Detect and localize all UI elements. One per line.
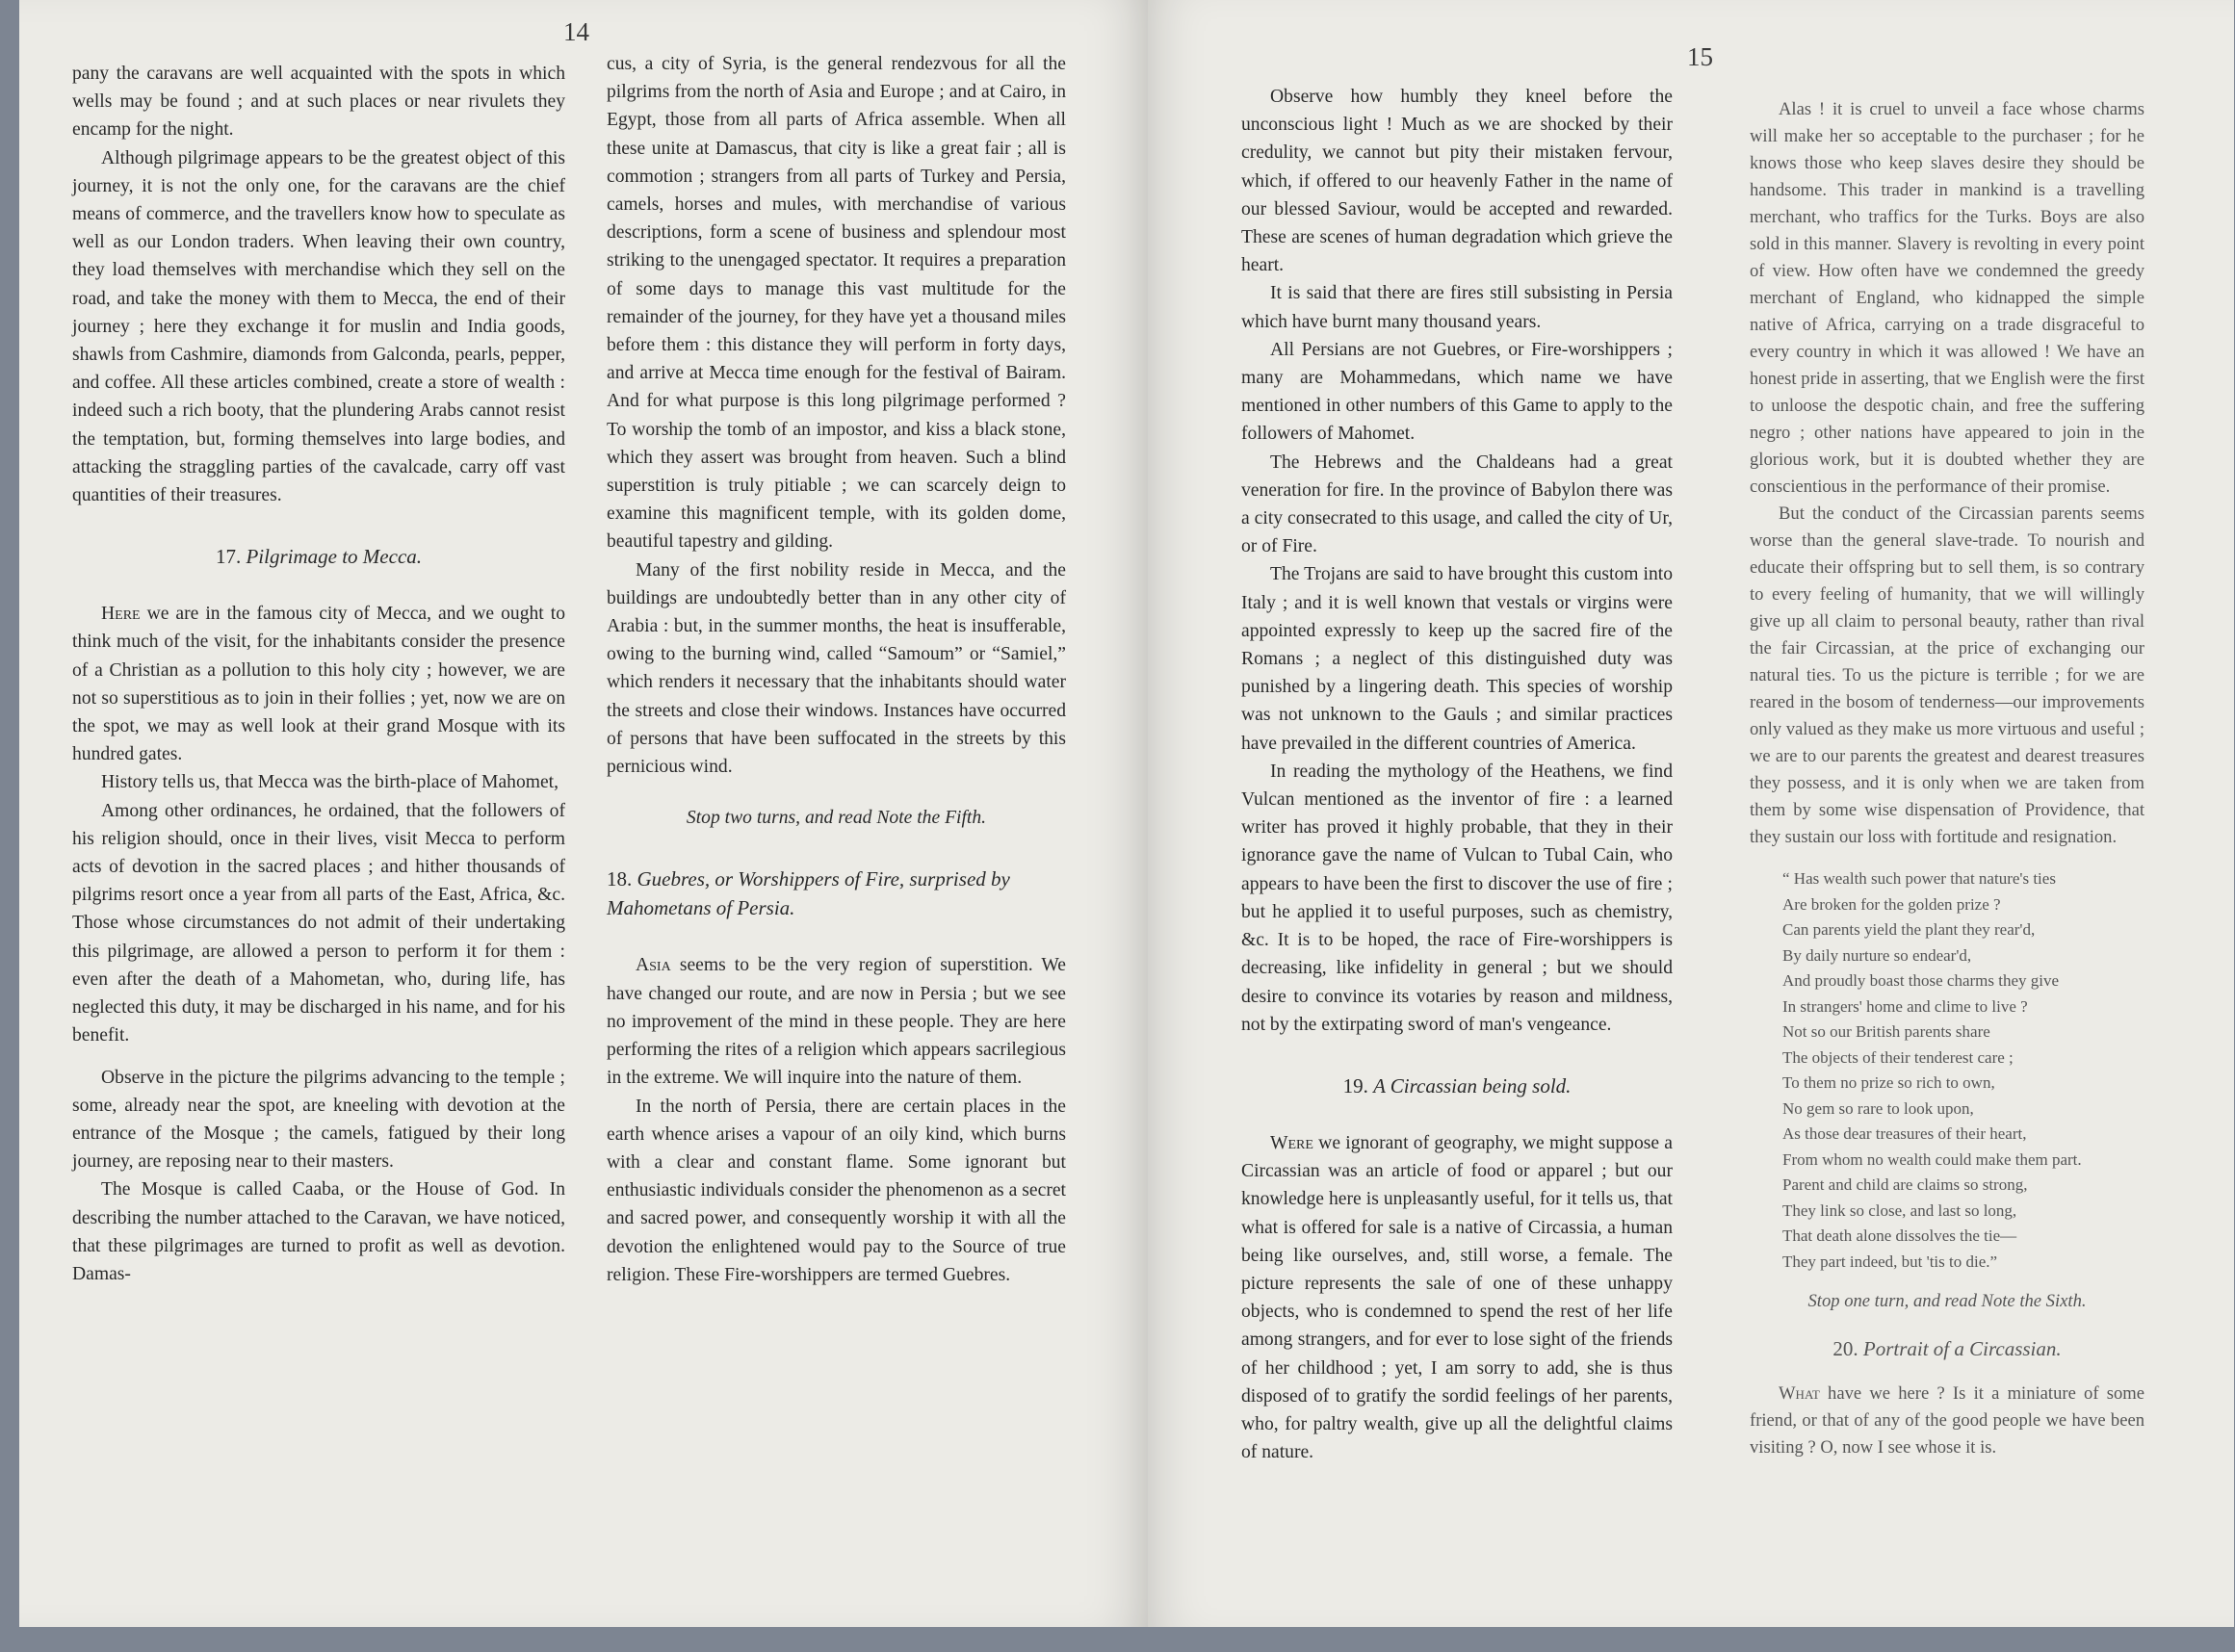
poem-line: By daily nurture so endear'd, — [1782, 945, 1972, 965]
paragraph: seems to be the very region of superstition. We have changed our route, and are now in Persia ; but we see no improvement of the mind in these people. They are here performing the rites of a religion which appears sacrilegious in the extreme. We will inquire into the nature of them. — [607, 955, 1066, 1089]
drop-word: What — [1779, 1383, 1820, 1404]
left-page-column-2 — [607, 50, 1066, 1289]
poem-line: They part indeed, but 'tis to die.” — [1782, 1252, 1998, 1271]
paragraph: cus, a city of Syria, is the general rendezvous for all the pilgrims from the north of Asia and Europe ; and at Cairo, in Egypt, those from all parts of Africa assemble. When all these unite at Damascus, that city is like a great fair ; all is commotion ; strangers from all parts of Turkey and Persia, camels, horses and mules, with merchandise of various descriptions, form a scene of business and splendour most striking to the unengaged spectator. It requires a preparation of some days to manage this vast multitude for the remainder of the journey, for they have yet a thousand miles before them : this distance they will perform in forty days, and arrive at Mecca time enough for the festival of Bairam. And for what purpose is this long pilgrimage performed ? To worship the tomb of an impostor, and kiss a black stone, which they assert was brought from heaven. Such a blind superstition is truly pitiable ; we can scarcely deign to examine this magnificent temple, with its golden dome, beautiful tapestry and gilding. — [607, 54, 1066, 553]
paragraph: In reading the mythology of the Heathens, we find Vulcan mentioned as the inventor of fire : a learned writer has proved it highly probable, that they in their ignorance gave the name of Vulcan to Tubal Cain, who appears to have been the first to discover the use of fire ; but he applied it to useful purposes, such as chemistry, &c. It is to be hoped, the race of Fire-worshippers is decreasing, like infidelity in general ; but we should desire to convince its votaries by reason and mildness, not by the extirpating sword of man's vengeance. — [1241, 761, 1673, 1035]
poem-line: From whom no wealth could make them part. — [1782, 1149, 2082, 1169]
section-heading-17: 17. Pilgrimage to Mecca. — [215, 545, 423, 569]
right-page-column-1 — [1241, 83, 1673, 1466]
poem-line: Are broken for the golden prize ? — [1782, 894, 2001, 914]
left-page — [19, 0, 1148, 1627]
paragraph: we are in the famous city of Mecca, and we ought to think much of the visit, for the inhabitants consider the presence of a Christian as a pollution to this holy city ; however, we are not so superstitious as to join in their follies ; yet, now we are on the spot, we may as well look at their grand Mosque with its hundred gates. — [72, 604, 565, 765]
poem-line: In strangers' home and clime to live ? — [1782, 996, 2028, 1016]
paragraph: Although pilgrimage appears to be the greatest object of this journey, it is not the only one, for the caravans are the chief means of commerce, and the travellers know how to speculate as well as our London traders. When leaving their own country, they load themselves with merchandise which they sell on the road, and take the money with them to Mecca, the end of their journey ; here they exchange it for muslin and India goods, shawls from Cashmire, diamonds from Galconda, pearls, pepper, and coffee. All these articles combined, create a store of wealth : indeed such a rich booty, that the plundering Arabs cannot resist the temptation, but, forming themselves into large bodies, and attacking the straggling parties of the cavalcade, carry off vast quantities of their treasures. — [72, 147, 565, 506]
paragraph: The Trojans are said to have brought this custom into Italy ; and it is well known that vestals or virgins were appointed expressly to keep up the sacred fire of the Romans ; a neglect of this distinguished duty was punished by a lingering death. This species of worship was not unknown to the Gauls ; and similar practices have prevailed in the different countries of America. — [1241, 564, 1673, 754]
section-heading-18: 18. Guebres, or Worshippers of Fire, surprised by Mahometans of Persia. — [607, 867, 1010, 920]
paragraph: Alas ! it is cruel to unveil a face whose charms will make her so acceptable to the purchaser ; for he knows those who keep slaves desire they should be handsome. This trader in mankind is a travelling merchant, who traffics for the Turks. Boys are also sold in this manner. Slavery is revolting in every point of view. How often have we condemned the greedy merchant of England, who kidnapped the simple native of Africa, carrying on a trade disgraceful to every country in which it was allowed ! We have an honest pride in asserting, that we English were the first to unloose the despotic chain, and free the suffering negro ; other nations have appeared to join in the glorious work, but it is doubted whether they are conscientious in the performance of their promise. — [1750, 99, 2144, 497]
paragraph: History tells us, that Mecca was the birth-place of Mahomet, — [101, 772, 559, 793]
poem-line: Parent and child are claims so strong, — [1782, 1175, 2028, 1194]
paragraph: It is said that there are fires still subsisting in Persia which have burnt many thousand years. — [1241, 283, 1673, 332]
drop-word: Asia — [636, 955, 671, 976]
game-instruction: Stop two turns, and read Note the Fifth. — [686, 808, 987, 829]
paragraph: In the north of Persia, there are certain places in the earth whence arises a vapour of an oily kind, which burns with a clear and constant flame. Some ignorant but enthusiastic individuals consider the phenomenon as a secret and sacred power, and consequently worship it with all the devotion the enlightened would pay to the Source of true religion. These Fire-worshippers are termed Guebres. — [607, 1096, 1066, 1285]
paragraph: Observe how humbly they kneel before the unconscious light ! Much as we are shocked by their credulity, we cannot but pity their mistaken fervour, which, if offered to our heavenly Father in the name of our blessed Saviour, would be accepted and rewarded. These are scenes of human degradation which grieve the heart. — [1241, 87, 1673, 276]
poem-line: To them no prize so rich to own, — [1782, 1073, 1995, 1092]
paragraph: All Persians are not Guebres, or Fire-worshippers ; many are Mohammedans, which name we have mentioned in other numbers of this Game to apply to the followers of Mahomet. — [1241, 339, 1673, 445]
right-page-column-2 — [1750, 96, 2144, 1461]
page-number: 15 — [1687, 42, 1713, 71]
paragraph: Among other ordinances, he ordained, that the followers of his religion should, once in their lives, visit Mecca to perform acts of devotion in the sacred places ; and hither thousands of pilgrims resort once a year from all parts of the East, Africa, &c. Those whose circumstances do not admit of their undertaking this pilgrimage, are allowed a person to perform it for them : even after the death of a Mahometan, who, during life, has neglected this duty, it may be discharged in his name, and for his benefit. — [72, 800, 565, 1046]
paragraph: The Mosque is called Caaba, or the House of God. In describing the number attached to the Caravan, we have noticed, that these pilgrimages are turned to profit as well as devotion. Damas- — [72, 1179, 565, 1284]
poem-line: As those dear treasures of their heart, — [1782, 1124, 2027, 1143]
paragraph: Many of the first nobility reside in Mecca, and the buildings are undoubtedly better than in any other city of Arabia : but, in the summer months, the heat is insufferable, owing to the burning wind, called “Samoum” or “Samiel,” which renders it necessary that the inhabitants should water the streets and close their windows. Instances have occurred of persons that have been suffocated in the streets by this pernicious wind. — [607, 559, 1066, 778]
paragraph: The Hebrews and the Chaldeans had a great veneration for fire. In the province of Babylon there was a city consecrated to this usage, and called the city of Ur, or of Fire. — [1241, 452, 1673, 557]
paragraph: pany the caravans are well acquainted with the spots in which wells may be found ; and at such places or near rivulets they encamp for the night. — [72, 64, 565, 141]
page-number: 14 — [563, 17, 589, 46]
poem — [1782, 866, 2144, 1275]
drop-word: Were — [1270, 1132, 1313, 1153]
section-heading-19: 19. A Circassian being sold. — [1342, 1073, 1572, 1097]
section-heading-20: 20. Portrait of a Circassian. — [1832, 1337, 2062, 1360]
poem-line: Can parents yield the plant they rear'd, — [1782, 920, 2036, 939]
poem-line: No gem so rare to look upon, — [1782, 1098, 1974, 1118]
poem-line: “ Has wealth such power that nature's ties — [1782, 869, 2056, 888]
poem-line: Not so our British parents share — [1782, 1022, 1990, 1041]
right-page — [1148, 0, 2234, 1627]
poem-line: And proudly boast those charms they give — [1782, 971, 2060, 990]
paragraph: But the conduct of the Circassian parents seems worse than the general slave-trade. To nourish and educate their offspring but to sell them, is so contrary to every feeling of humanity, that we will willingly give up all claim to personal beauty, rather than rival the fair Circassian, at the price of exchanging our natural ties. To us the picture is terrible ; for we are reared in the bosom of tenderness—our improvements only valued as they make us more virtuous and useful ; we are to our parents the greatest and dearest treasures they possess, and it is only when we are taken from them by some wise dispensation of Providence, that they sustain our loss with fortitude and resignation. — [1750, 503, 2145, 847]
left-page-column-1 — [72, 60, 565, 1288]
game-instruction: Stop one turn, and read Note the Sixth. — [1807, 1291, 2087, 1311]
paragraph: Observe in the picture the pilgrims advancing to the temple ; some, already near the spot, are kneeling with devotion at the entrance of the Mosque ; the camels, fatigued by their long journey, are reposing near to their masters. — [72, 1067, 565, 1173]
poem-line: That death alone dissolves the tie— — [1782, 1226, 2017, 1245]
paragraph: we ignorant of geography, we might suppose a Circassian was an article of food or apparel ; but our knowledge here is unpleasantly useful, for it tells us, that what is offered for sale is a native of Circassia, a human being like ourselves, and, still worse, a female. The picture represents the sale of one of these unhappy objects, who is condemned to spend the rest of her life among strangers, and for ever to lose sight of the friends of her childhood ; yet, I am sorry to add, she is thus disposed of to gratify the sordid feelings of her parents, who, for paltry wealth, give up all the delightful claims of nature. — [1241, 1132, 1673, 1463]
poem-line: The objects of their tenderest care ; — [1782, 1047, 2014, 1067]
poem-line: They link so close, and last so long, — [1782, 1200, 2017, 1220]
paragraph: have we here ? Is it a miniature of some friend, or that of any of the good people we have been visiting ? O, now I see whose it is. — [1750, 1383, 2144, 1458]
drop-word: Here — [101, 604, 141, 625]
